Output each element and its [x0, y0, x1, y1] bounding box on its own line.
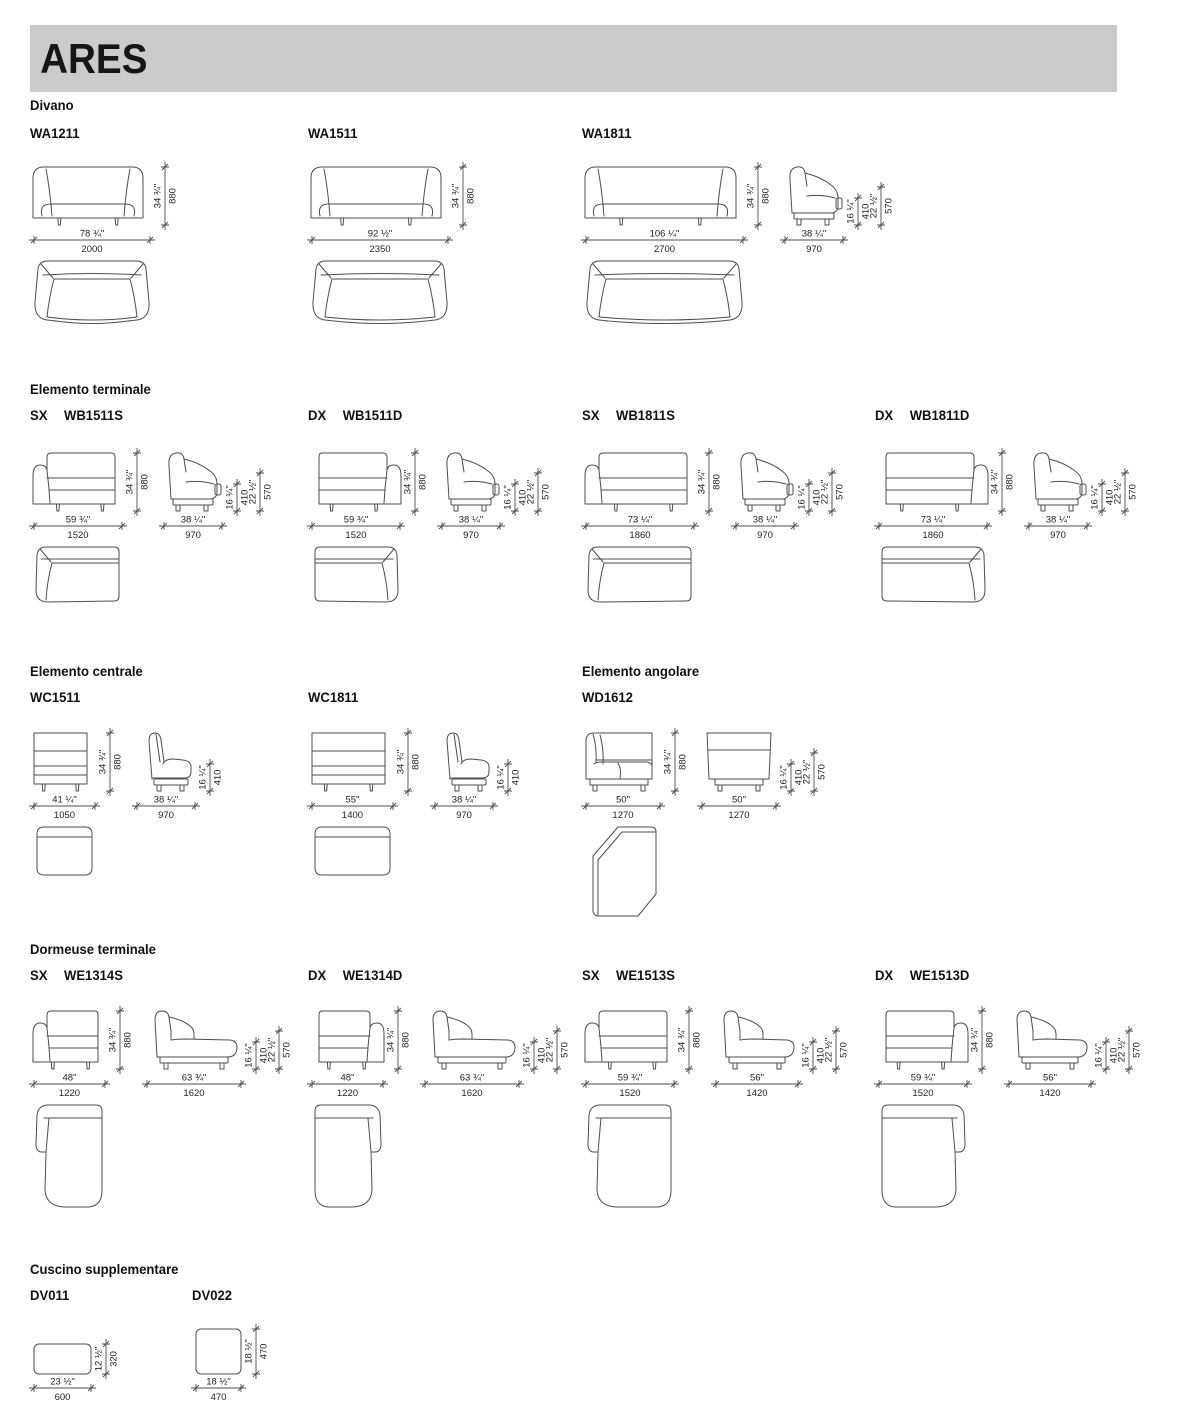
- model-code-wa1511: [308, 126, 358, 141]
- svg-text:34 ¾": 34 ¾": [107, 1027, 119, 1053]
- drawing-wb1511d: [308, 448, 556, 614]
- svg-text:1270: 1270: [612, 810, 634, 821]
- svg-text:570: 570: [838, 1042, 850, 1058]
- svg-text:410: 410: [793, 769, 805, 786]
- model-code-dv022: [192, 1288, 232, 1303]
- svg-text:48": 48": [62, 1072, 77, 1084]
- svg-text:410: 410: [1108, 1047, 1120, 1064]
- section-label-centrale: Elemento centrale: [30, 664, 143, 679]
- svg-text:1620: 1620: [461, 1088, 483, 1099]
- svg-text:1220: 1220: [58, 1088, 81, 1099]
- svg-text:1860: 1860: [922, 530, 944, 541]
- model-prefix: DX: [308, 408, 327, 423]
- svg-text:410: 410: [1104, 489, 1116, 506]
- svg-text:16 ¼": 16 ¼": [502, 485, 514, 510]
- svg-text:1620: 1620: [183, 1088, 205, 1099]
- svg-text:410: 410: [815, 1047, 827, 1064]
- drawing-we1314d: [308, 1006, 575, 1222]
- model-code-wd1612: [582, 690, 633, 705]
- svg-text:880: 880: [400, 1032, 412, 1048]
- svg-text:970: 970: [463, 530, 479, 541]
- svg-text:600: 600: [54, 1392, 71, 1403]
- svg-text:570: 570: [281, 1042, 293, 1058]
- svg-text:16 ¼": 16 ¼": [197, 765, 209, 790]
- model-code-wb1511d: [308, 408, 402, 423]
- drawing-wb1511s: [30, 448, 278, 614]
- model-code-text: WE1513D: [909, 968, 970, 983]
- svg-text:470: 470: [258, 1343, 270, 1360]
- model-code-wc1811: [308, 690, 358, 705]
- model-code-text: WE1314D: [342, 968, 403, 983]
- svg-text:22 ½": 22 ½": [1112, 479, 1124, 505]
- drawing-wb1811d: [875, 448, 1143, 614]
- svg-text:59 ¾": 59 ¾": [617, 1072, 643, 1084]
- svg-text:970: 970: [1050, 530, 1066, 541]
- page-title: ARES: [40, 34, 148, 82]
- svg-text:73 ¼": 73 ¼": [627, 514, 653, 526]
- drawing-we1314s: [30, 1006, 297, 1222]
- svg-text:34 ¾": 34 ¾": [989, 469, 1001, 495]
- svg-text:410: 410: [517, 489, 529, 506]
- svg-text:1420: 1420: [746, 1088, 768, 1099]
- svg-text:570: 570: [883, 198, 895, 214]
- svg-text:1520: 1520: [67, 530, 89, 541]
- model-code-we1314s: [30, 968, 123, 983]
- svg-text:970: 970: [456, 810, 472, 821]
- svg-text:880: 880: [760, 188, 772, 204]
- svg-text:34 ¾": 34 ¾": [450, 183, 462, 209]
- svg-text:56": 56": [750, 1072, 764, 1084]
- svg-text:56": 56": [1043, 1072, 1057, 1084]
- svg-text:970: 970: [757, 530, 773, 541]
- model-prefix: SX: [30, 968, 48, 983]
- svg-text:34 ¾": 34 ¾": [385, 1027, 397, 1053]
- svg-text:38 ¼": 38 ¼": [1045, 514, 1071, 526]
- model-code-text: WB1511S: [63, 408, 123, 423]
- svg-text:1400: 1400: [341, 810, 364, 821]
- svg-text:880: 880: [984, 1032, 996, 1048]
- svg-text:22 ½": 22 ½": [819, 479, 831, 505]
- svg-text:1520: 1520: [619, 1088, 641, 1099]
- model-code-we1513s: [582, 968, 675, 983]
- model-code-text: DV022: [192, 1288, 233, 1303]
- svg-text:34 ¾": 34 ¾": [696, 469, 708, 495]
- section-label-divano: Divano: [30, 98, 74, 113]
- model-code-text: WC1511: [30, 690, 81, 705]
- svg-text:970: 970: [806, 244, 822, 255]
- svg-text:1860: 1860: [629, 530, 651, 541]
- svg-text:16 ¼": 16 ¼": [521, 1043, 533, 1068]
- svg-text:59 ¾": 59 ¾": [343, 514, 369, 526]
- svg-text:16 ¼": 16 ¼": [800, 1043, 812, 1068]
- section-label-dormeuse: Dormeuse terminale: [30, 942, 156, 957]
- svg-text:16 ¼": 16 ¼": [845, 199, 857, 224]
- svg-text:22 ½": 22 ½": [801, 759, 813, 785]
- svg-text:41 ¼": 41 ¼": [52, 794, 77, 806]
- section-label-angolare: Elemento angolare: [582, 664, 700, 679]
- svg-text:880: 880: [1004, 474, 1016, 490]
- svg-text:34 ¾": 34 ¾": [152, 183, 164, 209]
- svg-text:1050: 1050: [53, 810, 76, 821]
- svg-text:50": 50": [732, 794, 746, 806]
- model-code-text: WB1811S: [615, 408, 675, 423]
- drawing-wa1211: [30, 162, 194, 340]
- model-code-text: WD1612: [582, 690, 633, 705]
- svg-text:1270: 1270: [728, 810, 750, 821]
- svg-text:22 ½": 22 ½": [868, 193, 880, 219]
- model-code-text: WE1314S: [63, 968, 123, 983]
- model-code-wa1811: [582, 126, 632, 141]
- svg-text:410: 410: [536, 1047, 548, 1064]
- svg-text:880: 880: [677, 754, 689, 770]
- drawing-wb1811s: [582, 448, 850, 614]
- svg-text:34 ¾": 34 ¾": [745, 183, 757, 209]
- model-code-wc1511: [30, 690, 80, 705]
- svg-text:880: 880: [167, 188, 179, 204]
- svg-text:880: 880: [410, 754, 422, 770]
- svg-text:320: 320: [108, 1351, 120, 1367]
- svg-text:570: 570: [262, 484, 274, 500]
- svg-text:2700: 2700: [653, 244, 676, 255]
- svg-text:106 ¼": 106 ¼": [649, 228, 680, 240]
- svg-text:22 ½": 22 ½": [823, 1037, 835, 1063]
- svg-text:34 ¾": 34 ¾": [676, 1027, 688, 1053]
- section-label-cuscino: Cuscino supplementare: [30, 1262, 179, 1277]
- svg-text:34 ¾": 34 ¾": [124, 469, 136, 495]
- svg-text:38 ¼": 38 ¼": [458, 514, 484, 526]
- model-code-we1314d: [308, 968, 402, 983]
- svg-text:78 ¾": 78 ¾": [79, 228, 105, 240]
- drawing-wc1811: [308, 728, 549, 886]
- model-prefix: SX: [582, 968, 600, 983]
- svg-text:34 ¾": 34 ¾": [969, 1027, 981, 1053]
- model-code-text: WB1511D: [342, 408, 403, 423]
- svg-text:16 ¼": 16 ¼": [1093, 1043, 1105, 1068]
- svg-text:410: 410: [510, 769, 522, 786]
- svg-text:22 ½": 22 ½": [1116, 1037, 1128, 1063]
- drawing-wa1511: [308, 162, 492, 340]
- section-label-terminale: Elemento terminale: [30, 382, 151, 397]
- drawing-wc1511: [30, 728, 251, 886]
- drawing-wd1612: [582, 728, 832, 930]
- model-code-text: WA1211: [30, 126, 80, 141]
- svg-text:63 ¾": 63 ¾": [181, 1072, 207, 1084]
- model-prefix: DX: [875, 408, 894, 423]
- svg-text:570: 570: [816, 764, 828, 780]
- drawing-dv022: [192, 1324, 285, 1408]
- svg-text:1420: 1420: [1039, 1088, 1061, 1099]
- svg-text:34 ¾": 34 ¾": [402, 469, 414, 495]
- svg-text:38 ¼": 38 ¼": [153, 794, 179, 806]
- svg-text:410: 410: [212, 769, 224, 786]
- model-code-wb1511s: [30, 408, 123, 423]
- model-prefix: SX: [30, 408, 48, 423]
- svg-text:92 ½": 92 ½": [367, 228, 393, 240]
- model-code-text: DV011: [30, 1288, 70, 1303]
- svg-text:22 ½": 22 ½": [544, 1037, 556, 1063]
- svg-text:1520: 1520: [345, 530, 367, 541]
- svg-text:16 ¼": 16 ¼": [1089, 485, 1101, 510]
- svg-text:1520: 1520: [912, 1088, 934, 1099]
- model-prefix: DX: [308, 968, 327, 983]
- model-code-wb1811s: [582, 408, 675, 423]
- svg-text:34 ¾": 34 ¾": [662, 749, 674, 775]
- svg-text:410: 410: [258, 1047, 270, 1064]
- svg-text:22 ½": 22 ½": [266, 1037, 278, 1063]
- svg-text:48": 48": [340, 1072, 355, 1084]
- svg-text:55": 55": [345, 794, 360, 806]
- svg-text:22 ½": 22 ½": [247, 479, 259, 505]
- model-code-text: WB1811D: [909, 408, 970, 423]
- svg-text:34 ¾": 34 ¾": [395, 749, 407, 775]
- drawing-we1513d: [875, 1006, 1147, 1222]
- svg-text:16 ¼": 16 ¼": [224, 485, 236, 510]
- svg-text:16 ¼": 16 ¼": [243, 1043, 255, 1068]
- drawing-we1513s: [582, 1006, 854, 1222]
- svg-text:970: 970: [158, 810, 174, 821]
- svg-text:22 ½": 22 ½": [525, 479, 537, 505]
- svg-text:16 ¼": 16 ¼": [495, 765, 507, 790]
- svg-text:410: 410: [811, 489, 823, 506]
- svg-text:59 ¾": 59 ¾": [910, 1072, 936, 1084]
- model-code-text: WA1511: [308, 126, 358, 141]
- model-code-text: WC1811: [308, 690, 359, 705]
- svg-text:880: 880: [465, 188, 477, 204]
- svg-text:570: 570: [1127, 484, 1139, 500]
- svg-text:570: 570: [1131, 1042, 1143, 1058]
- svg-text:1220: 1220: [336, 1088, 359, 1099]
- model-code-dv011: [30, 1288, 69, 1303]
- svg-text:880: 880: [711, 474, 723, 490]
- svg-text:880: 880: [122, 1032, 134, 1048]
- svg-text:410: 410: [860, 203, 872, 220]
- svg-text:34 ¾": 34 ¾": [97, 749, 109, 775]
- svg-text:880: 880: [417, 474, 429, 490]
- svg-text:880: 880: [112, 754, 124, 770]
- model-code-we1513d: [875, 968, 969, 983]
- svg-text:38 ¼": 38 ¼": [801, 228, 827, 240]
- svg-text:63 ¾": 63 ¾": [459, 1072, 485, 1084]
- svg-text:570: 570: [559, 1042, 571, 1058]
- svg-text:2000: 2000: [81, 244, 103, 255]
- svg-text:50": 50": [616, 794, 630, 806]
- drawing-dv011: [30, 1324, 135, 1408]
- svg-text:880: 880: [139, 474, 151, 490]
- svg-text:570: 570: [540, 484, 552, 500]
- model-prefix: DX: [875, 968, 894, 983]
- svg-text:410: 410: [239, 489, 251, 506]
- svg-text:73 ¼": 73 ¼": [920, 514, 946, 526]
- svg-text:12 ½": 12 ½": [93, 1346, 105, 1372]
- model-code-text: WA1811: [582, 126, 632, 141]
- svg-text:18 ½": 18 ½": [243, 1339, 255, 1364]
- svg-text:570: 570: [834, 484, 846, 500]
- model-code-wa1211: [30, 126, 80, 141]
- svg-text:16 ¼": 16 ¼": [778, 765, 790, 790]
- svg-text:18 ½": 18 ½": [206, 1376, 231, 1388]
- title-bar: [30, 25, 1117, 92]
- model-code-wb1811d: [875, 408, 969, 423]
- svg-text:16 ¼": 16 ¼": [796, 485, 808, 510]
- model-prefix: SX: [582, 408, 600, 423]
- svg-text:38 ¼": 38 ¼": [451, 794, 477, 806]
- svg-text:38 ¼": 38 ¼": [752, 514, 778, 526]
- svg-text:880: 880: [691, 1032, 703, 1048]
- svg-text:38 ¼": 38 ¼": [180, 514, 206, 526]
- svg-text:59 ¾": 59 ¾": [65, 514, 91, 526]
- model-code-text: WE1513S: [615, 968, 675, 983]
- drawing-wa1811: [582, 162, 899, 340]
- svg-text:23 ½": 23 ½": [50, 1376, 75, 1388]
- svg-text:970: 970: [185, 530, 201, 541]
- svg-text:2350: 2350: [369, 244, 391, 255]
- svg-text:470: 470: [210, 1392, 227, 1403]
